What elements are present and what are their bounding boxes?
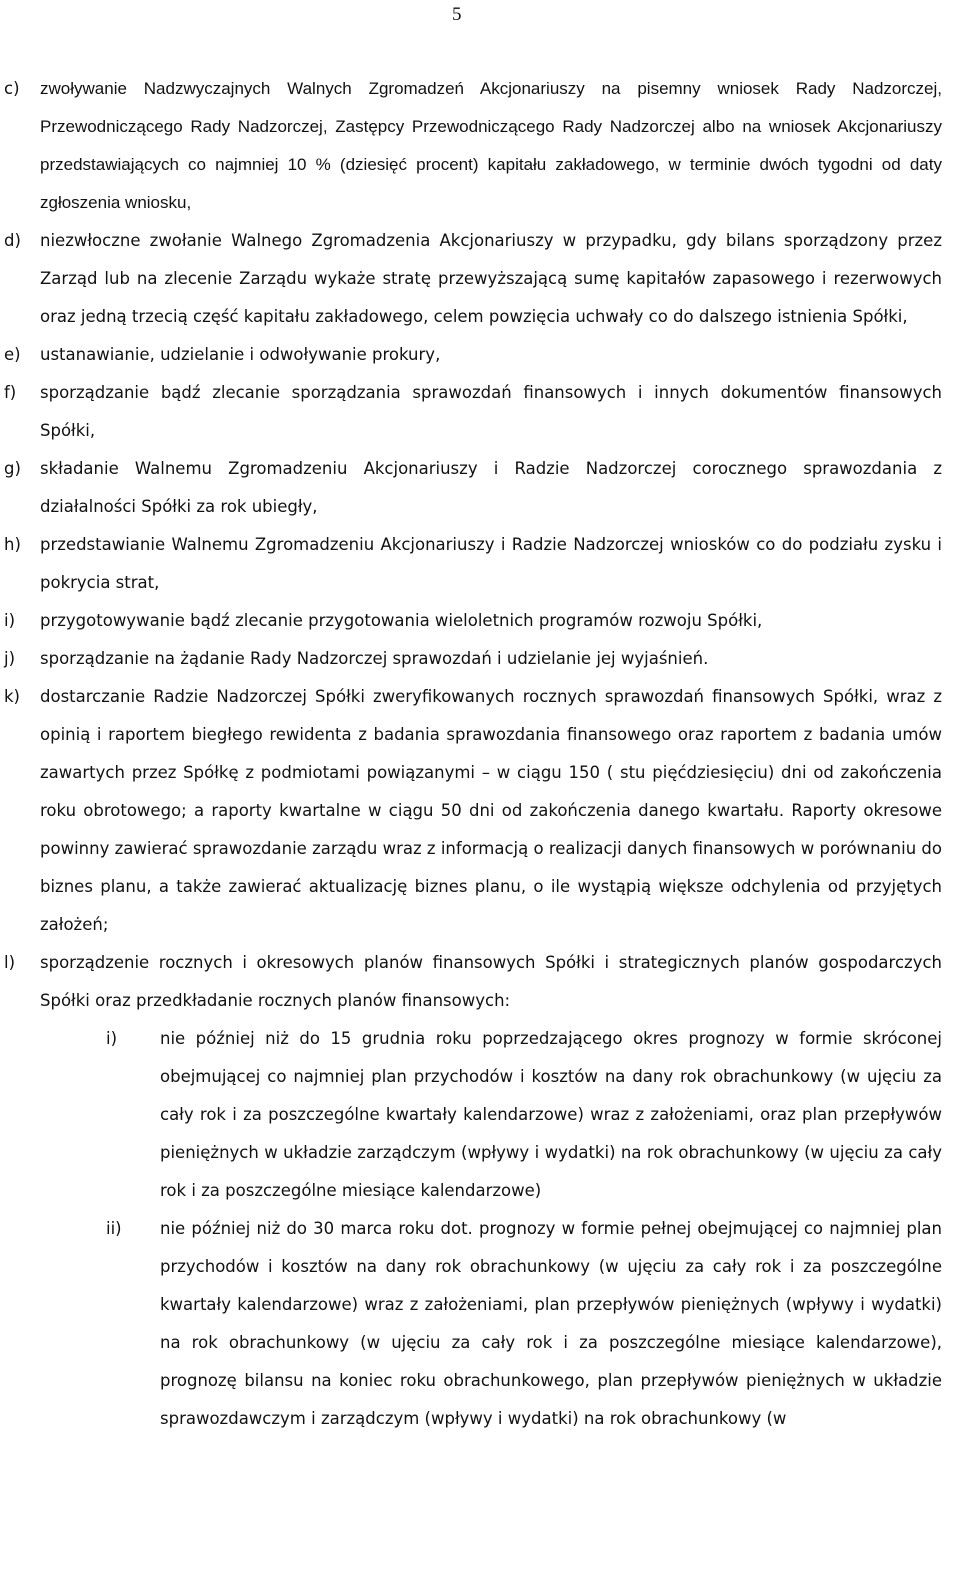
list-marker: k)	[4, 687, 20, 706]
list-item-text: przedstawianie Walnemu Zgromadzeniu Akcjonariuszy i Radzie Nadzorczej wniosków co do podziału zysku i pokrycia strat,	[40, 535, 942, 592]
list-marker: g)	[4, 459, 21, 478]
list-item-text: sporządzenie rocznych i okresowych planów finansowych Spółki i strategicznych planów gospodarczych Spółki oraz przedkładanie rocznych planów finansowych:	[40, 953, 942, 1010]
sub-list-item-text: nie później niż do 15 grudnia roku poprzedzającego okres prognozy w formie skróconej obejmującej co najmniej plan przychodów i kosztów na dany rok obrachunkowy (w ujęciu za cały rok i za poszczególne kwartały kalendarzowe) wraz z założeniami, oraz plan przepływów pieniężnych w układzie zarządczym (wpływy i wydatki) na rok obrachunkowy (w ujęciu za cały rok i za poszczególne miesiące kalendarzowe)	[160, 1029, 942, 1200]
list-marker: h)	[4, 535, 21, 554]
list-item-text: składanie Walnemu Zgromadzeniu Akcjonariuszy i Radzie Nadzorczej corocznego sprawozdania z działalności Spółki za rok ubiegły,	[40, 459, 942, 516]
list-item-l	[4, 944, 942, 1020]
list-item-text: przygotowywanie bądź zlecanie przygotowania wieloletnich programów rozwoju Spółki,	[40, 611, 763, 630]
list-marker: d)	[4, 231, 21, 250]
list-item-text: niezwłoczne zwołanie Walnego Zgromadzenia Akcjonariuszy w przypadku, gdy bilans sporządzony przez Zarząd lub na zlecenie Zarządu wykaże stratę przewyższającą sumę kapitałów zapasowego i rezerwowych oraz jedną trzecią część kapitału zakładowego, celem powzięcia uchwały co do dalszego istnienia Spółki,	[40, 231, 942, 326]
list-item-h	[4, 526, 942, 602]
sub-list-item-i	[106, 1020, 942, 1210]
list-item-text: zwoływanie Nadzwyczajnych Walnych Zgromadzeń Akcjonariuszy na pisemny wniosek Rady Nadzorczej, Przewodniczącego Rady Nadzorczej, Zastępcy Przewodniczącego Rady Nadzorczej albo na wniosek Akcjonariuszy przedstawiających co najmniej 10 % (dziesięć procent) kapitału zakładowego, w terminie dwóch tygodni od daty zgłoszenia wniosku,	[40, 79, 942, 212]
list-item-text: dostarczanie Radzie Nadzorczej Spółki zweryfikowanych rocznych sprawozdań finansowych Spółki, wraz z opinią i raportem biegłego rewidenta z badania sprawozdania finansowego oraz raportem z badania umów zawartych przez Spółkę z podmiotami powiązanymi – w ciągu 150 ( stu pięćdziesięciu) dni od zakończenia roku obrotowego; a raporty kwartalne w ciągu 50 dni od zakończenia danego kwartału. Raporty okresowe powinny zawierać sprawozdanie zarządu wraz z informacją o realizacji danych finansowych w porównaniu do biznes planu, a także zawierać aktualizację biznes planu, o ile wystąpią większe odchylenia od przyjętych założeń;	[40, 687, 942, 934]
list-marker: c)	[4, 79, 20, 98]
sub-list-marker: i)	[106, 1029, 118, 1048]
list-item-k	[4, 678, 942, 944]
sub-list-marker: ii)	[106, 1219, 122, 1238]
list-item-text: sporządzanie bądź zlecanie sporządzania sprawozdań finansowych i innych dokumentów finansowych Spółki,	[40, 383, 942, 440]
list-item-text: sporządzanie na żądanie Rady Nadzorczej sprawozdań i udzielanie jej wyjaśnień.	[40, 649, 709, 668]
list-item-c	[4, 70, 942, 222]
list-item-d	[4, 222, 942, 336]
list-item-i	[4, 602, 942, 640]
list-item-g	[4, 450, 942, 526]
list-item-e	[4, 336, 942, 374]
list-marker: f)	[4, 383, 17, 402]
list-marker: j)	[4, 649, 16, 668]
document-body	[4, 70, 942, 1438]
list-item-text: ustanawianie, udzielanie i odwoływanie prokury,	[40, 345, 441, 364]
list-item-f	[4, 374, 942, 450]
list-marker: l)	[4, 953, 16, 972]
sub-list-item-text: nie później niż do 30 marca roku dot. prognozy w formie pełnej obejmującej co najmniej plan przychodów i kosztów na dany rok obrachunkowy (w ujęciu za cały rok i za poszczególne kwartały kalendarzowe) wraz z założeniami, plan przepływów pieniężnych (wpływy i wydatki) na rok obrachunkowy (w ujęciu za cały rok i za poszczególne miesiące kalendarzowe), prognozę bilansu na koniec roku obrachunkowego, plan przepływów pieniężnych w układzie sprawozdawczym i zarządczym (wpływy i wydatki) na rok obrachunkowy (w	[160, 1219, 942, 1428]
list-item-j	[4, 640, 942, 678]
list-marker: i)	[4, 611, 16, 630]
list-marker: e)	[4, 345, 21, 364]
page-number: 5	[452, 4, 462, 25]
sub-list-item-ii	[106, 1210, 942, 1438]
